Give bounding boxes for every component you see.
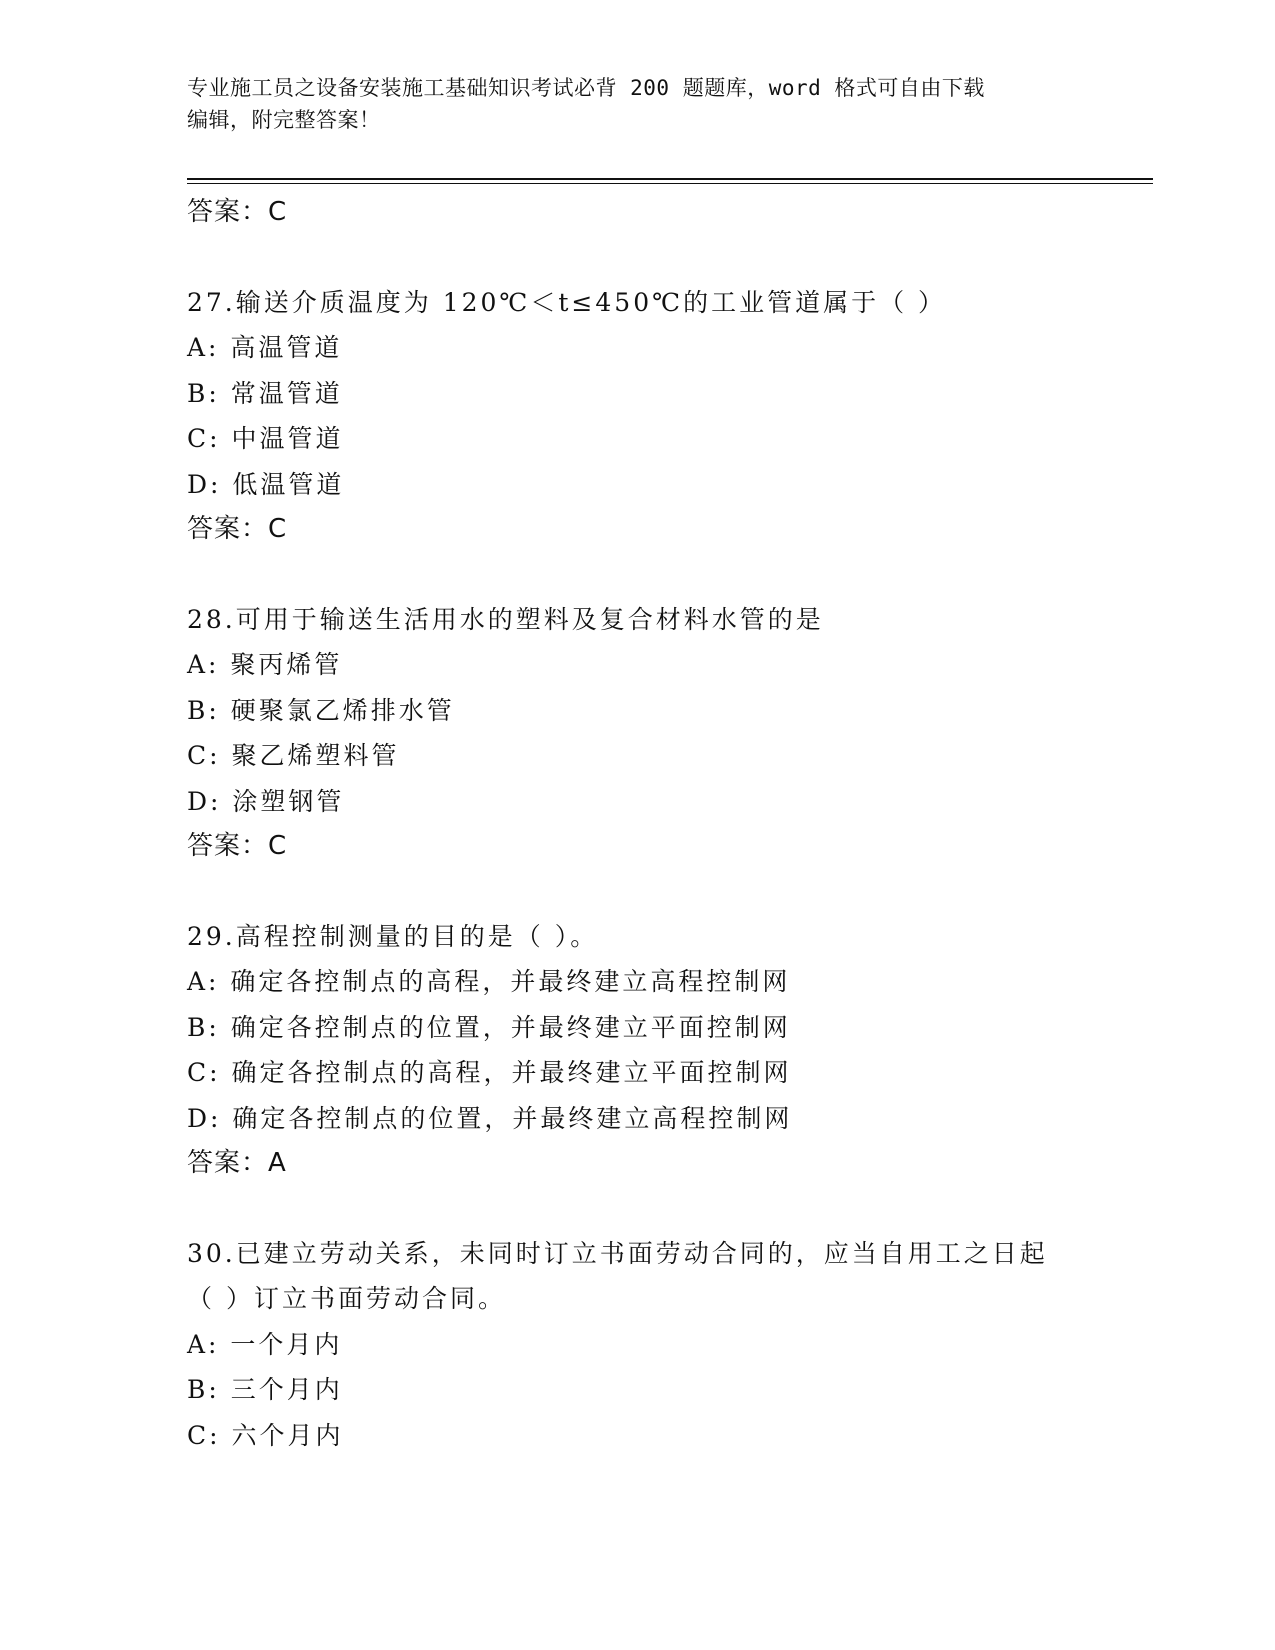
spacer: [187, 1187, 1087, 1231]
header-divider-thick: [187, 178, 1153, 180]
question-28-option-d: D: 涂塑钢管: [187, 786, 345, 816]
spacer: [187, 553, 1087, 597]
question-27-option-a: A: 高温管道: [187, 333, 343, 362]
question-28: [187, 597, 1087, 870]
question-30-text-line-2: （ ）订立书面劳动合同。: [187, 1284, 506, 1313]
spacer: [187, 236, 1087, 280]
question-30-option-c: C: 六个月内: [187, 1420, 344, 1450]
answer-27: 答案：C: [187, 514, 288, 544]
question-27-option-b: B: 常温管道: [187, 378, 343, 408]
question-list: [187, 190, 1087, 1458]
question-27-option-c: C: 中温管道: [187, 424, 344, 453]
document-header: [187, 72, 1087, 136]
answer-29: 答案：A: [187, 1148, 287, 1178]
answer-26: 答案：C: [187, 197, 288, 227]
question-28-option-a: A: 聚丙烯管: [187, 650, 343, 679]
question-30-option-b: B: 三个月内: [187, 1375, 343, 1404]
question-28-option-c: C: 聚乙烯塑料管: [187, 741, 400, 770]
answer-28: 答案：C: [187, 831, 288, 861]
question-29-option-a: A: 确定各控制点的高程，并最终建立高程控制网: [187, 967, 791, 996]
question-30: [187, 1231, 1087, 1459]
spacer: [187, 870, 1087, 914]
question-30-text-line-1: 30.已建立劳动关系，未同时订立书面劳动合同的，应当自用工之日起: [187, 1238, 1048, 1268]
header-title-line-2: 编辑，附完整答案！: [187, 108, 381, 132]
header-title-line-1: 专业施工员之设备安装施工基础知识考试必背 200 题题库，word 格式可自由下载: [187, 76, 985, 100]
question-29-option-b: B: 确定各控制点的位置，并最终建立平面控制网: [187, 1012, 791, 1042]
question-29: [187, 914, 1087, 1187]
question-27-text: 27.输送介质温度为 120℃＜t≤450℃的工业管道属于（ ）: [187, 287, 947, 317]
header-divider-thin: [187, 183, 1153, 184]
question-30-option-a: A: 一个月内: [187, 1329, 343, 1359]
question-29-text: 29.高程控制测量的目的是（ ）。: [187, 921, 599, 951]
question-27-option-d: D: 低温管道: [187, 469, 345, 499]
question-27: [187, 280, 1087, 553]
question-28-option-b: B: 硬聚氯乙烯排水管: [187, 695, 455, 725]
question-29-option-d: D: 确定各控制点的位置，并最终建立高程控制网: [187, 1103, 793, 1133]
question-28-text: 28.可用于输送生活用水的塑料及复合材料水管的是: [187, 604, 824, 634]
question-29-option-c: C: 确定各控制点的高程，并最终建立平面控制网: [187, 1058, 792, 1087]
